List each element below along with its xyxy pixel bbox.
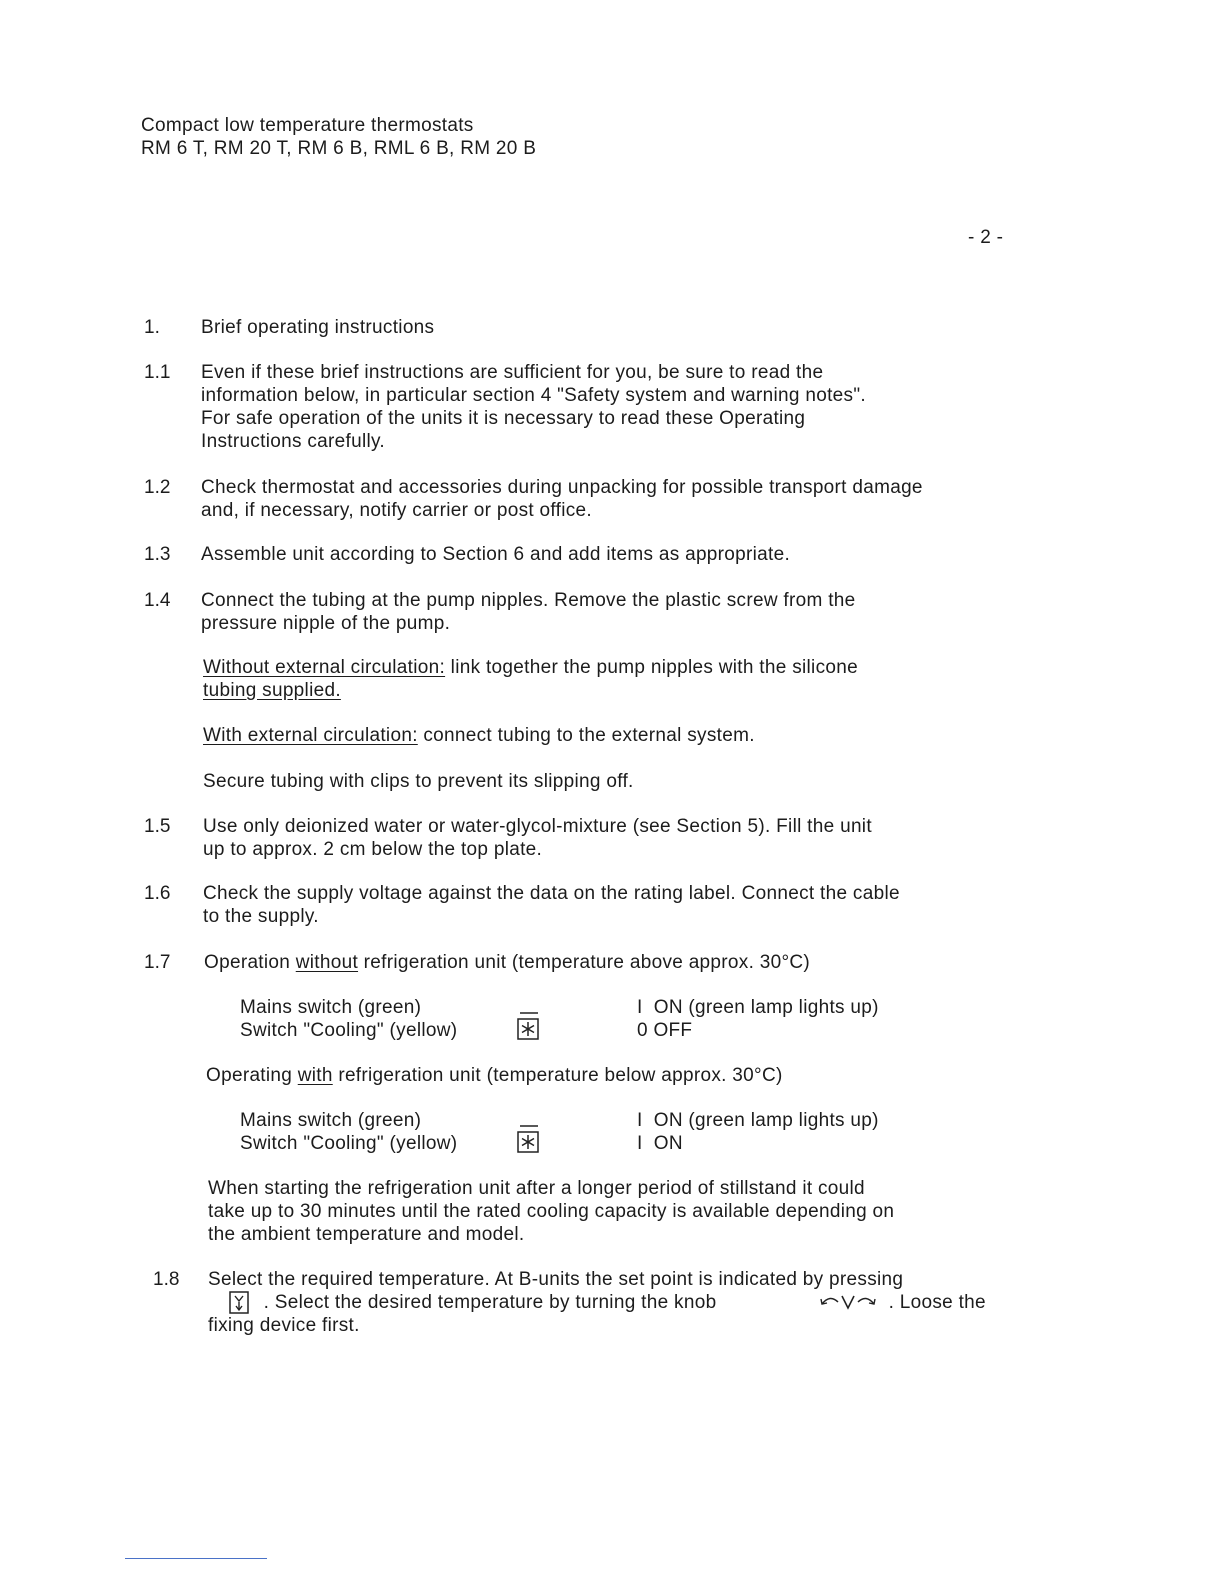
item-1-6-line: to the supply.: [203, 906, 319, 927]
operating-with-text: refrigeration unit (temperature below approx. 30°C): [332, 1065, 783, 1086]
item-1-8-line: fixing device first.: [208, 1315, 360, 1336]
document-title: Compact low temperature thermostats: [141, 115, 474, 136]
item-1-2-line: and, if necessary, notify carrier or post office.: [201, 500, 592, 521]
page-number: - 2 -: [968, 227, 1004, 248]
item-number-1-8: 1.8: [153, 1269, 180, 1290]
operating-with-text: Operating: [206, 1065, 298, 1086]
item-number-1-3: 1.3: [144, 544, 171, 565]
item-1-5-line: up to approx. 2 cm below the top plate.: [203, 839, 543, 860]
item-1-2-line: Check thermostat and accessories during unpacking for possible transport damage: [201, 477, 923, 498]
without-circulation-continuation: tubing supplied.: [203, 680, 341, 701]
item-1-4-line: pressure nipple of the pump.: [201, 613, 451, 634]
mains-switch-label: Mains switch (green): [240, 1110, 422, 1131]
cooling-switch-state: I ON: [637, 1133, 683, 1154]
operation-without-text: refrigeration unit (temperature above approx. 30°C): [358, 952, 811, 973]
item-1-1-line: Even if these brief instructions are sufficient for you, be sure to read the: [201, 362, 824, 383]
section-title: Brief operating instructions: [201, 317, 435, 338]
cooling-switch-label: Switch "Cooling" (yellow): [240, 1133, 458, 1154]
operating-with-emphasis: with: [297, 1065, 333, 1086]
mains-switch-label: Mains switch (green): [240, 997, 422, 1018]
without-circulation-line: [203, 656, 858, 679]
setpoint-button-icon: [229, 1291, 251, 1315]
snowflake-icon: [517, 1018, 539, 1040]
with-circulation-label: With external circulation:: [203, 725, 418, 746]
item-1-3-line: Assemble unit according to Section 6 and add items as appropriate.: [201, 544, 791, 565]
item-1-5-line: Use only deionized water or water-glycol-mixture (see Section 5). Fill the unit: [203, 816, 872, 837]
operation-without-text: Operation: [204, 952, 296, 973]
snowflake-icon: [517, 1131, 539, 1153]
item-number-1-4: 1.4: [144, 590, 171, 611]
item-1-1-line: Instructions carefully.: [201, 431, 385, 452]
model-list: RM 6 T, RM 20 T, RM 6 B, RML 6 B, RM 20 B: [141, 138, 537, 159]
item-number-1-1: 1.1: [144, 362, 171, 383]
cooling-switch-state: 0 OFF: [637, 1020, 693, 1041]
item-number-1-5: 1.5: [144, 816, 171, 837]
item-1-4-line: Connect the tubing at the pump nipples. Remove the plastic screw from the: [201, 590, 856, 611]
item-1-8-line: Select the required temperature. At B-units the set point is indicated by pressing: [208, 1269, 904, 1290]
switch-bar-icon: [519, 1005, 539, 1015]
item-1-1-line: information below, in particular section 4 "Safety system and warning notes".: [201, 385, 866, 406]
mains-switch-state: I ON (green lamp lights up): [637, 997, 879, 1018]
without-circulation-text: link together the pump nipples with the silicone: [445, 657, 858, 678]
secure-tubing-line: Secure tubing with clips to prevent its slipping off.: [203, 771, 634, 792]
item-1-8-line: . Loose the: [883, 1292, 986, 1313]
startup-note-line: take up to 30 minutes until the rated cooling capacity is available depending on: [208, 1201, 895, 1222]
with-circulation-line: [203, 724, 755, 747]
item-1-1-line: For safe operation of the units it is necessary to read these Operating: [201, 408, 806, 429]
item-number-1-6: 1.6: [144, 883, 171, 904]
rotary-knob-icon: [818, 1290, 878, 1312]
switch-bar-icon: [519, 1118, 539, 1128]
section-number: 1.: [144, 317, 160, 338]
with-circulation-text: connect tubing to the external system.: [417, 725, 755, 746]
cooling-switch-label: Switch "Cooling" (yellow): [240, 1020, 458, 1041]
footnote-rule: [125, 1558, 267, 1559]
operation-without-emphasis: without: [295, 952, 359, 973]
without-circulation-label: Without external circulation:: [203, 657, 446, 678]
startup-note-line: When starting the refrigeration unit after a longer period of stillstand it could: [208, 1178, 865, 1199]
operating-with-line: [206, 1064, 783, 1087]
startup-note-line: the ambient temperature and model.: [208, 1224, 525, 1245]
item-1-8-line: . Select the desired temperature by turning the knob: [258, 1292, 717, 1313]
mains-switch-state: I ON (green lamp lights up): [637, 1110, 879, 1131]
without-circulation-line-2: [203, 679, 341, 702]
item-number-1-7: 1.7: [144, 952, 171, 973]
item-1-6-line: Check the supply voltage against the data on the rating label. Connect the cable: [203, 883, 900, 904]
item-number-1-2: 1.2: [144, 477, 171, 498]
operation-without-line: [204, 951, 810, 974]
